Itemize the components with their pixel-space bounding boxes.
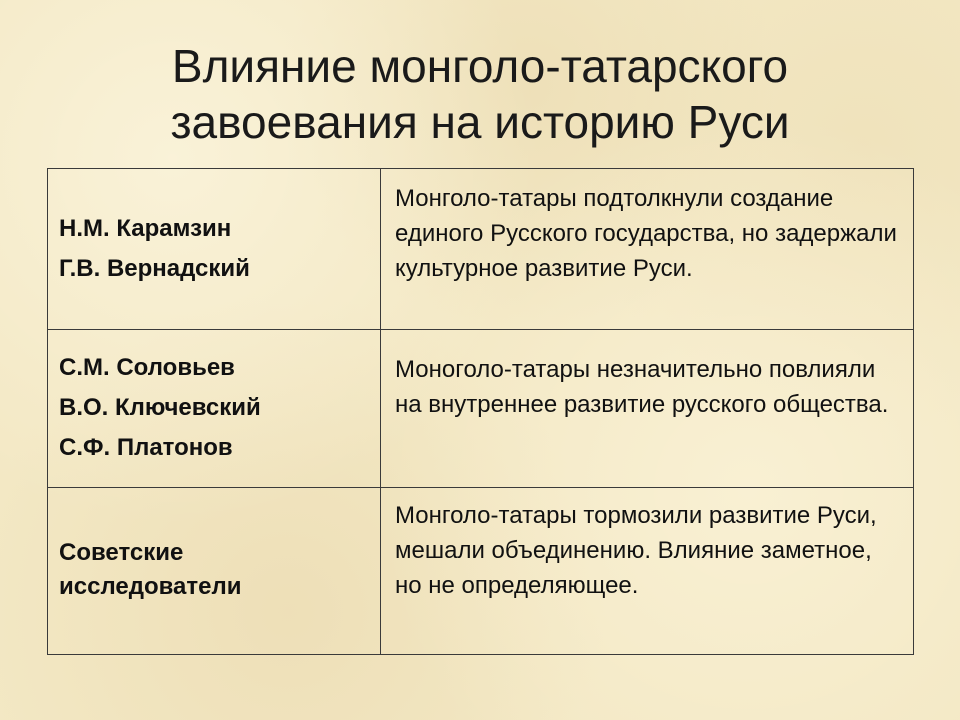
author-name: В.О. Ключевский — [59, 394, 261, 421]
authors-cell — [48, 169, 381, 330]
authors-list — [48, 169, 380, 289]
table-row — [48, 488, 914, 655]
author-group-line: Советские — [59, 539, 184, 566]
view-cell — [381, 330, 914, 488]
slide-title-line-1: Влияние монголо-татарского — [171, 40, 789, 92]
historians-views-table — [47, 168, 914, 655]
author-name: Н.М. Карамзин — [59, 215, 232, 242]
view-cell — [381, 169, 914, 330]
authors-list — [48, 488, 380, 604]
author-name: С.М. Соловьев — [59, 354, 235, 381]
table-row — [48, 169, 914, 330]
view-text: Монголо-татары подтолкнули создание единого Русского государства, но задержали культурное развитие Руси. — [395, 185, 897, 282]
table-row — [48, 330, 914, 488]
author-group-line: исследователи — [59, 573, 242, 600]
authors-list — [48, 330, 380, 468]
view-text: Моноголо-татары незначительно повлияли на внутреннее развитие русского общества. — [395, 356, 889, 418]
view-cell — [381, 488, 914, 655]
authors-cell — [48, 488, 381, 655]
view-text: Монголо-татары тормозили развитие Руси, мешали объединению. Влияние заметное, но не определяющее. — [395, 502, 877, 599]
slide-title-line-2: завоевания на историю Руси — [170, 96, 790, 148]
slide-title — [0, 38, 960, 150]
author-name: С.Ф. Платонов — [59, 434, 233, 461]
author-name: Г.В. Вернадский — [59, 255, 250, 282]
authors-cell — [48, 330, 381, 488]
